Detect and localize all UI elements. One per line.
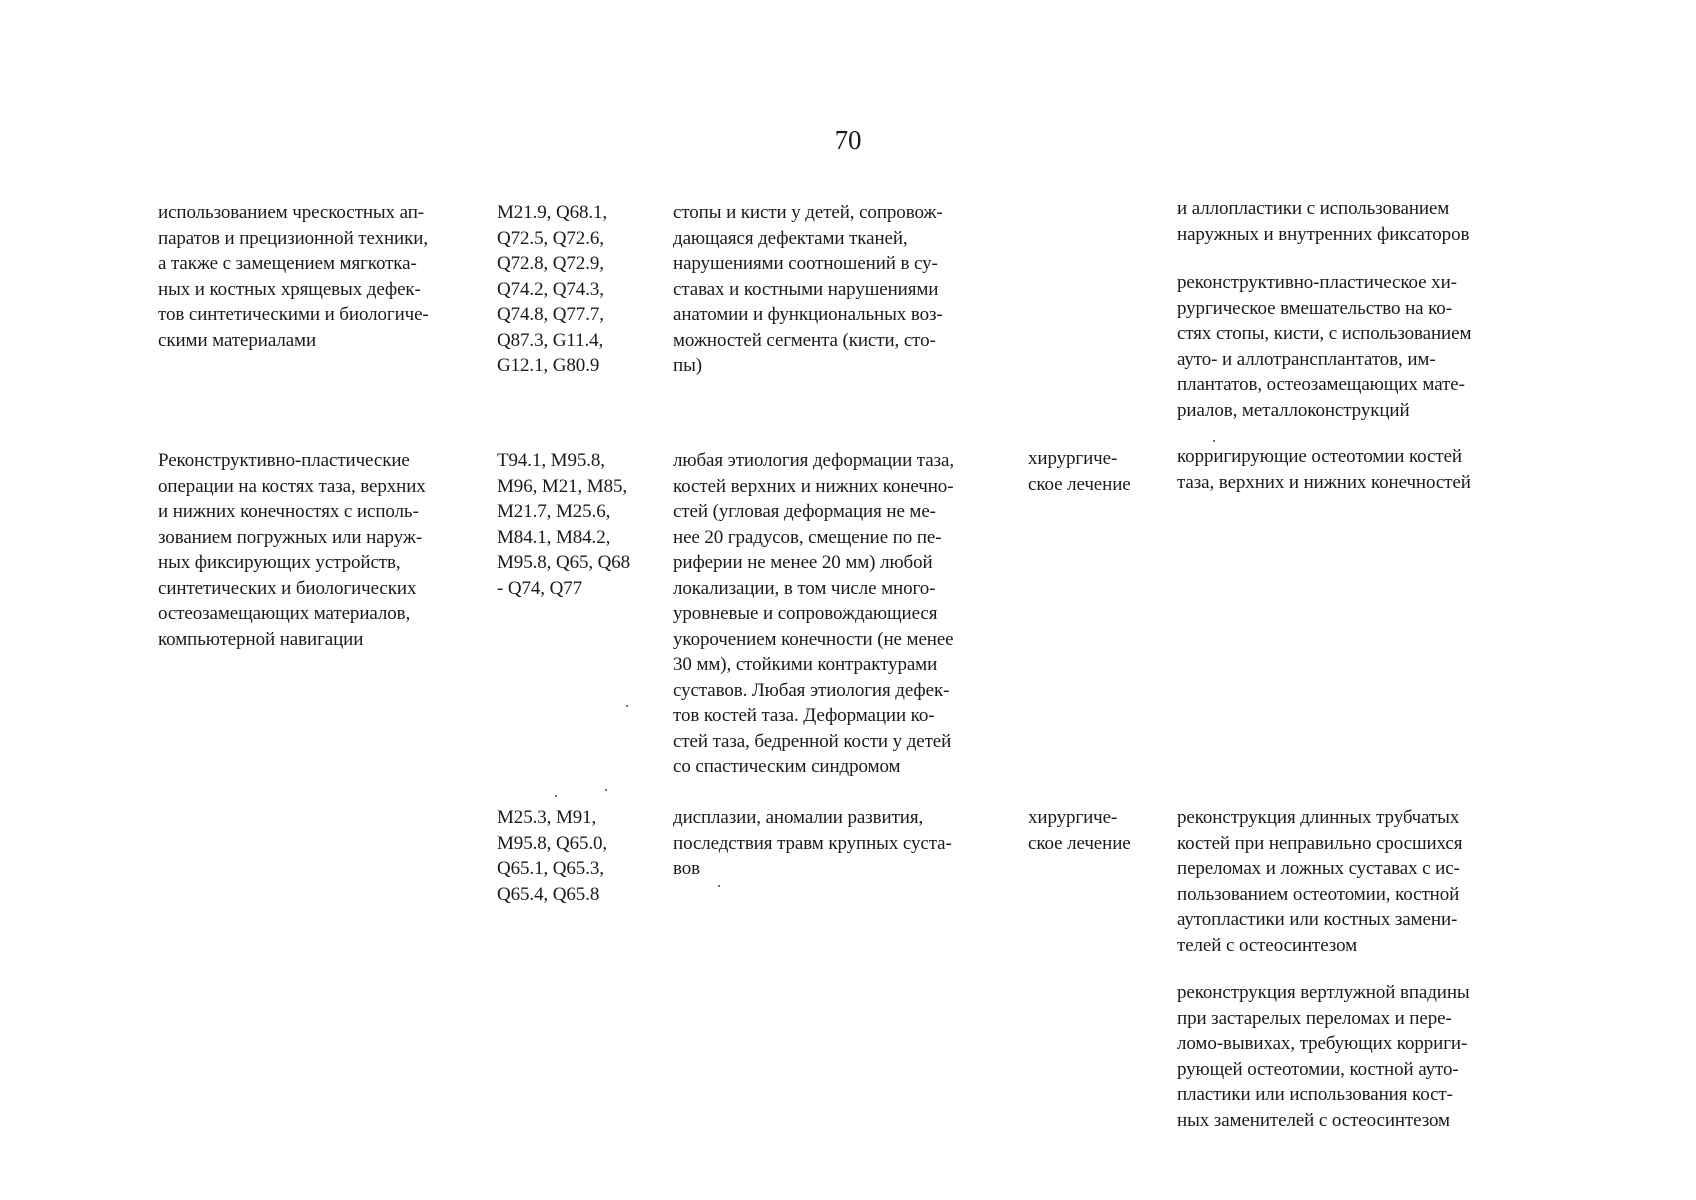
scan-speck — [1213, 440, 1215, 442]
icd-codes-cell: M25.3, M91, M95.8, Q65.0, Q65.1, Q65.3, Q65.4, Q65.8 — [497, 807, 608, 905]
patient-model-cell: стопы и кисти у детей, сопровож- дающаяся дефектами тканей, нарушениями соотношений в су- ставах и костными нарушениями анатомии и функциональных воз- можностей сегмента (кисти, сто- пы) — [673, 202, 943, 376]
treatment-method-cell: корригирующие остеотомии костей таза, верхних и нижних конечностей — [1177, 446, 1471, 493]
treatment-method-cell: реконструктивно-пластическое хи- рургическое вмешательство на ко- стях стопы, кисти, с использованием ауто- и аллотрансплантатов, им- плантатов, остеозамещающих мате- риалов, металлоконструкций — [1177, 272, 1472, 421]
scan-speck — [605, 789, 607, 791]
treatment-method-cell: реконструкция длинных трубчатых костей при неправильно сросшихся переломах и ложных суставах с ис- пользованием остеотомии, костной аутопластики или костных замени- телей с остеосинтезом — [1177, 807, 1463, 956]
procedure-name-cell: использованием чрескостных ап- паратов и прецизионной техники, а также с замещением мягкотка- ных и костных хрящевых дефек- тов синтетическими и биологиче- скими материалами — [158, 202, 429, 351]
treatment-type-cell: хирургиче- ское лечение — [1028, 807, 1131, 854]
treatment-method-cell: реконструкция вертлужной впадины при застарелых переломах и пере- ломо-вывихах, требующих корриги- рующей остеотомии, костной ауто- пластики или использования кост- ных заменителей с остеосинтезом — [1177, 982, 1470, 1131]
scan-speck — [626, 705, 628, 707]
icd-codes-cell: M21.9, Q68.1, Q72.5, Q72.6, Q72.8, Q72.9, Q74.2, Q74.3, Q74.8, Q77.7, Q87.3, G11.4, G12.1, G80.9 — [497, 202, 608, 376]
scan-speck — [555, 795, 557, 797]
treatment-type-cell: хирургиче- ское лечение — [1028, 448, 1131, 495]
scan-speck — [718, 885, 720, 887]
patient-model-cell: любая этиология деформации таза, костей верхних и нижних конечно- стей (угловая деформация не ме- нее 20 градусов, смещение по пе- риферии не менее 20 мм) любой локализации, в том числе много- уровневые и сопровождающиеся укорочением конечности (не менее 30 мм), стойкими контрактурами суставов. Любая этиология дефек- тов костей таза. Деформации ко- стей таза, бедренной кости у детей со спастическим синдромом — [673, 450, 954, 777]
icd-codes-cell: T94.1, M95.8, M96, M21, M85, M21.7, M25.6, M84.1, M84.2, M95.8, Q65, Q68 - Q74, Q77 — [497, 450, 631, 599]
patient-model-cell: дисплазии, аномалии развития, последствия травм крупных суста- вов — [673, 807, 952, 879]
procedure-name-cell: Реконструктивно-пластические операции на костях таза, верхних и нижних конечностях с исполь- зованием погружных или наруж- ных фиксирующих устройств, синтетических и биологических остеозамещающих материалов, компьютерной навигации — [158, 450, 426, 650]
treatment-method-cell: и аллопластики с использованием наружных и внутренних фиксаторов — [1177, 198, 1470, 245]
page-number: 70 — [834, 125, 862, 155]
